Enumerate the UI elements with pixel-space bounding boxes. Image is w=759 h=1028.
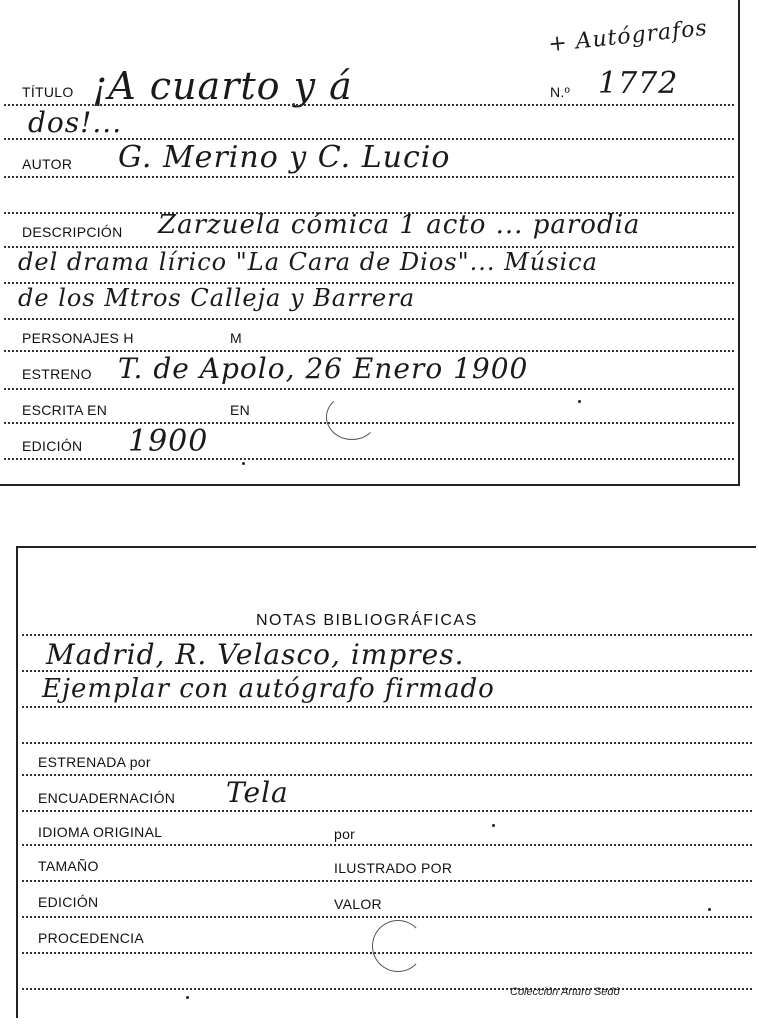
label-descripcion: DESCRIPCIÓN [22,224,123,240]
notes-line2: Ejemplar con autógrafo firmado [42,674,495,704]
notes-line1: Madrid, R. Velasco, impres. [46,638,465,671]
label-estreno: ESTRENO [22,366,92,382]
value-encuadernacion: Tela [226,776,289,809]
value-descripcion-line1: Zarzuela cómica 1 acto ... parodia [158,210,641,240]
value-estreno: T. de Apolo, 26 Enero 1900 [118,352,529,385]
label-tamano: TAMAÑO [38,858,99,874]
rule [4,458,734,460]
value-descripcion-line2: del drama lírico "La Cara de Dios"... Música [18,248,598,276]
label-valor: VALOR [334,896,382,912]
rule [22,844,752,846]
speck [186,996,189,999]
label-ilustrado-por: ILUSTRADO POR [334,860,453,876]
rule [4,388,734,390]
punch-hole [326,394,378,440]
label-edicion: EDICIÓN [22,438,83,454]
rule [22,706,752,708]
value-numero: 1772 [598,66,679,101]
rule [22,988,752,990]
label-numero: N.º [550,84,571,100]
rule [4,318,734,320]
speck [242,462,245,465]
label-titulo: TÍTULO [22,84,74,100]
rule [4,176,734,178]
label-encuadernacion: ENCUADERNACIÓN [38,790,176,806]
rule [22,670,752,672]
label-estrenada-por: ESTRENADA por [38,754,151,770]
footer-coleccion: Colección Arturo Sedó [510,986,620,998]
speck [708,908,711,911]
note-autografos: + Autógrafos [547,15,709,58]
speck [492,824,495,827]
value-edicion: 1900 [128,424,209,459]
rule [4,422,734,424]
catalog-card-back [16,546,756,1018]
label-procedencia: PROCEDENCIA [38,930,144,946]
label-escrita-en: ESCRITA EN [22,402,108,418]
label-por: por [334,826,356,842]
label-edicion-2: EDICIÓN [38,894,99,910]
speck [578,400,581,403]
rule [22,634,752,636]
value-descripcion-line3: de los Mtros Calleja y Barrera [18,284,416,312]
label-idioma-original: IDIOMA ORIGINAL [38,824,163,840]
rule [22,810,752,812]
rule [22,916,752,918]
rule [22,952,752,954]
label-autor: AUTOR [22,156,73,172]
heading-notas-bibliograficas: NOTAS BIBLIOGRÁFICAS [256,612,478,629]
label-personajes-h: PERSONAJES H [22,330,134,346]
punch-hole [372,920,424,972]
value-titulo-line2: dos!... [28,106,123,139]
value-autor: G. Merino y C. Lucio [118,140,451,175]
label-en: EN [230,402,251,418]
catalog-card-front [0,0,740,486]
rule [22,742,752,744]
rule [22,774,752,776]
label-personajes-m: M [230,330,242,346]
value-titulo-line1: ¡A cuarto y á [92,64,353,108]
rule [22,880,752,882]
